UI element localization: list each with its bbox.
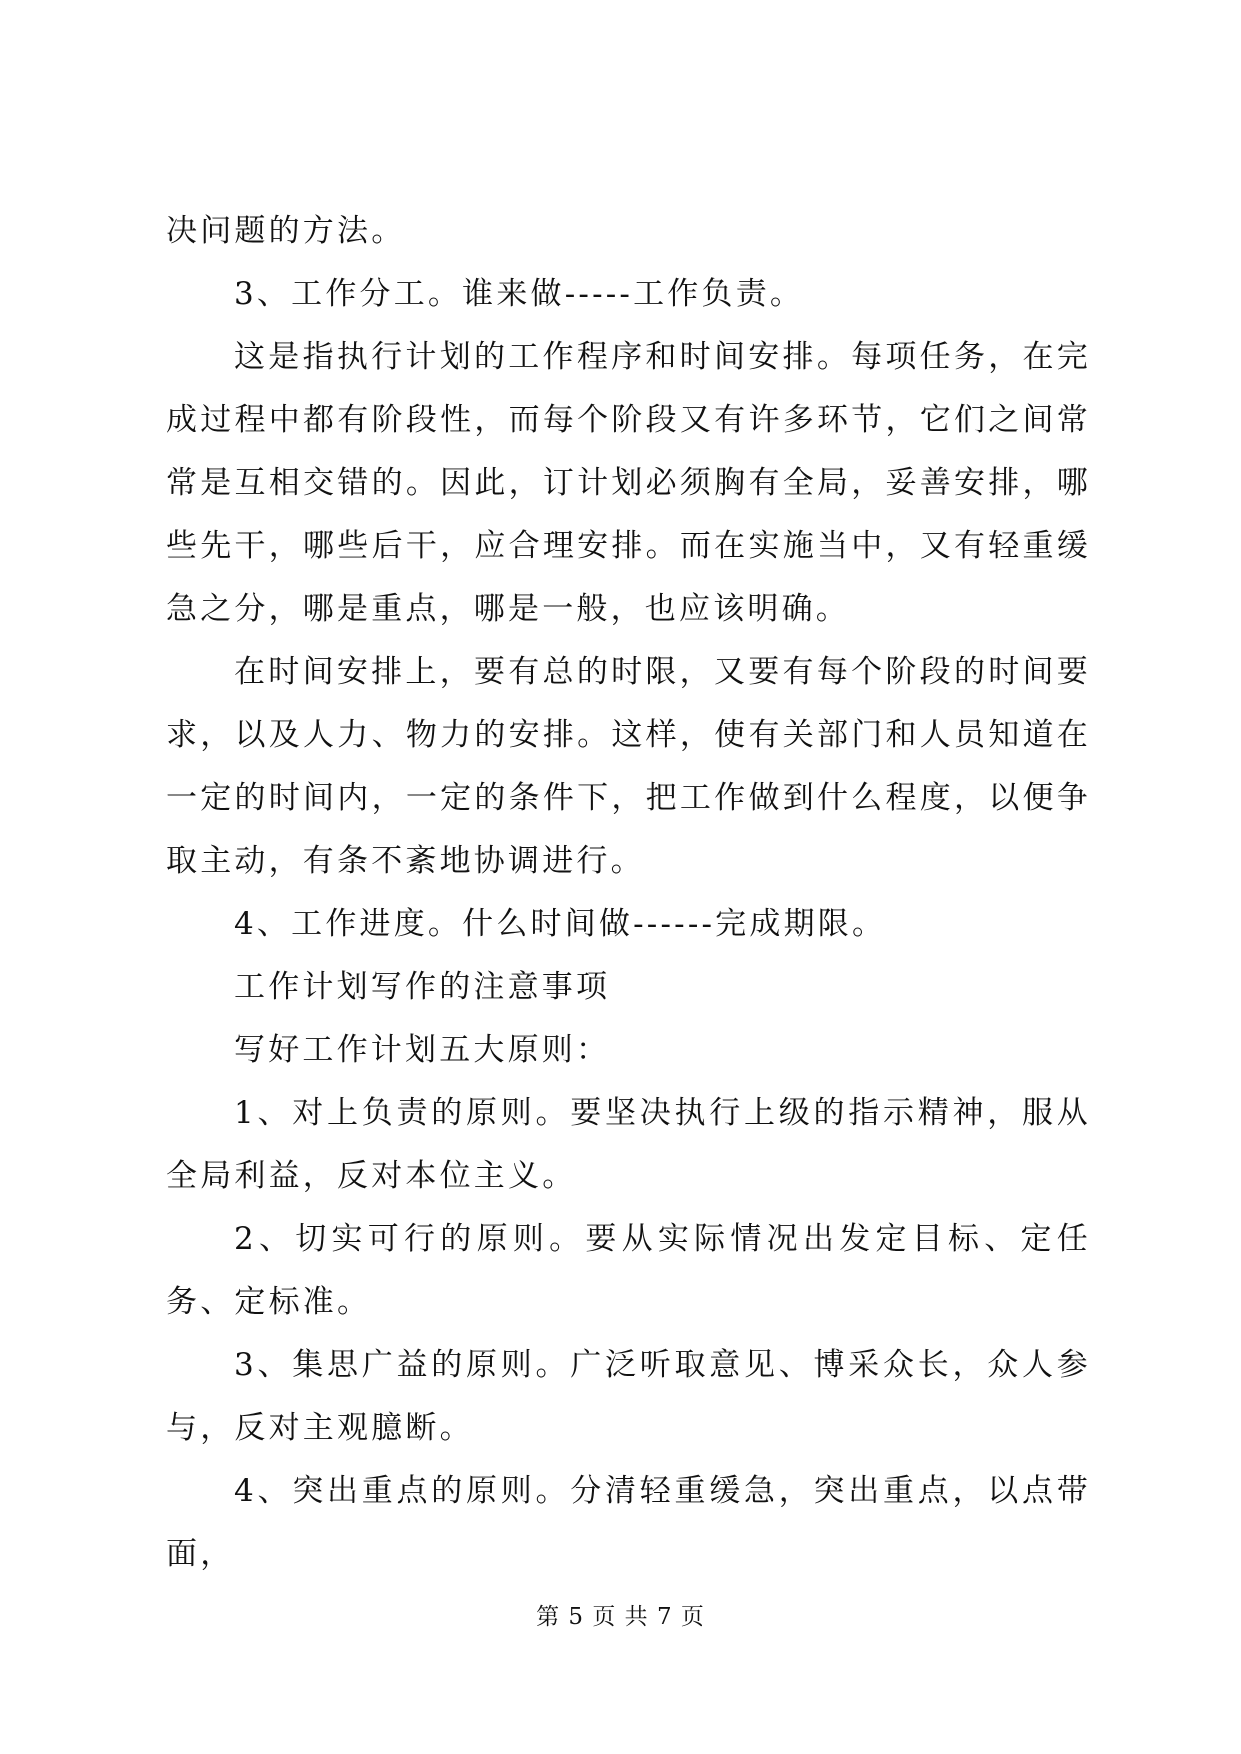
principle-1: 1、对上负责的原则。要坚决执行上级的指示精神，服从全局利益，反对本位主义。 bbox=[166, 1095, 1091, 1194]
principle-2: 2、切实可行的原则。要从实际情况出发定目标、定任务、定标准。 bbox=[166, 1221, 1091, 1320]
paragraph-time-arrangement: 在时间安排上，要有总的时限，又要有每个阶段的时间要求，以及人力、物力的安排。这样，使有关部门和人员知道在一定的时间内，一定的条件下，把工作做到什么程度，以便争取主动，有条不紊地协调进行。 bbox=[166, 654, 1091, 879]
page-number-footer: 第 5 页 共 7 页 bbox=[536, 1604, 705, 1630]
paragraph-continuation: 决问题的方法。 bbox=[166, 213, 406, 249]
paragraph-work-progress: 4、工作进度。什么时间做------完成期限。 bbox=[234, 906, 887, 942]
document-body bbox=[166, 200, 1091, 1586]
paragraph-procedure: 这是指执行计划的工作程序和时间安排。每项任务，在完成过程中都有阶段性，而每个阶段又有许多环节，它们之间常常是互相交错的。因此，订计划必须胸有全局，妥善安排，哪些先干，哪些后干，应合理安排。而在实施当中，又有轻重缓急之分，哪是重点，哪是一般，也应该明确。 bbox=[166, 339, 1091, 627]
principle-4: 4、突出重点的原则。分清轻重缓急，突出重点，以点带面， bbox=[166, 1473, 1091, 1572]
paragraph-work-division: 3、工作分工。谁来做-----工作负责。 bbox=[234, 276, 805, 312]
section-heading-notes: 工作计划写作的注意事项 bbox=[234, 969, 611, 1005]
principles-heading: 写好工作计划五大原则： bbox=[234, 1032, 611, 1068]
principle-3: 3、集思广益的原则。广泛听取意见、博采众长，众人参与，反对主观臆断。 bbox=[166, 1347, 1091, 1446]
